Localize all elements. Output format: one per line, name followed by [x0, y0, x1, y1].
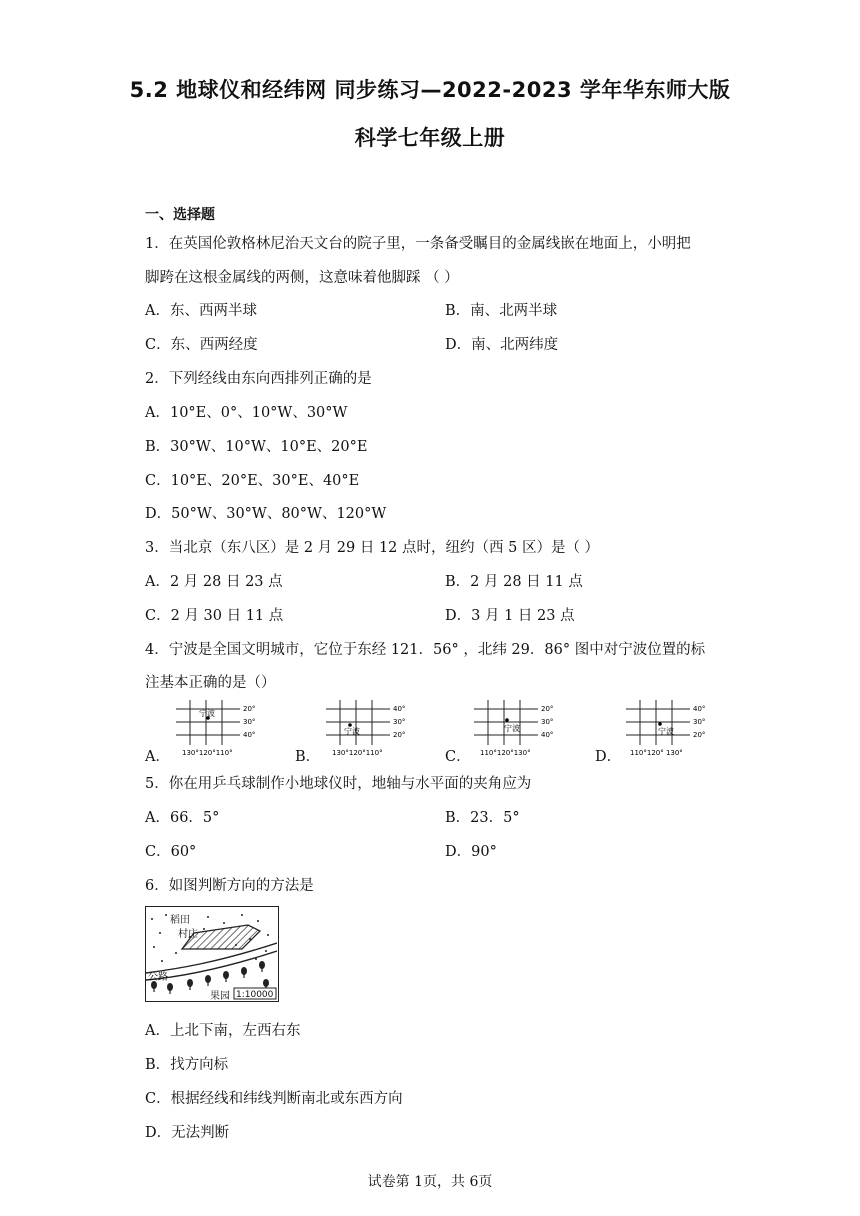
q4-fig-c-lon: 110°120°130° [480, 749, 531, 757]
q5-option-d: D．90° [445, 844, 497, 860]
q4-fig-a-lat-3: 40° [243, 731, 256, 739]
q4-stem-line2: 注基本正确的是（） [145, 675, 276, 691]
section-heading: 一、选择题 [145, 207, 215, 223]
q4-stem-line1: 4．宁波是全国文明城市，它位于东经 121．56° ，北纬 29．86° 图中对宁波位置的标 [145, 642, 706, 658]
q2-option-d: D．50°W、30°W、80°W、120°W [145, 506, 387, 522]
q5-option-b: B．23．5° [445, 810, 520, 826]
q4-fig-a-city-label: 宁波 [199, 709, 215, 718]
q5-option-a: A．66．5° [145, 810, 220, 826]
q4-fig-a-lat-2: 30° [243, 718, 256, 726]
q6-option-c: C．根据经线和纬线判断南北或东西方向 [145, 1091, 403, 1107]
q6-option-a: A．上北下南，左西右东 [145, 1023, 301, 1039]
q4-fig-b-city-label: 宁波 [344, 727, 360, 736]
q4-fig-c-city-label: 宁波 [504, 724, 520, 733]
q6-map-scale: 1:10000 [236, 990, 274, 1000]
q4-fig-c-lat-1: 20° [541, 705, 554, 713]
q3-stem: 3．当北京（东八区）是 2 月 29 日 12 点时，纽约（西 5 区）是（ ） [145, 540, 600, 556]
q6-option-b: B．找方向标 [145, 1057, 229, 1073]
q2-option-c: C．10°E、20°E、30°E、40°E [145, 473, 360, 489]
q4-fig-d-lat-3: 20° [693, 731, 706, 739]
q4-figure-d [620, 697, 720, 759]
q4-option-b-label: B． [295, 749, 321, 765]
q4-option-a-label: A． [145, 749, 170, 765]
q4-fig-a-lon: 130°120°110° [182, 749, 233, 757]
q4-fig-b-lat-1: 40° [393, 705, 406, 713]
q4-option-d-label: D． [595, 749, 622, 765]
q4-fig-d-city-label: 宁波 [658, 727, 674, 736]
page-title-line1: 5.2 地球仪和经纬网 同步练习—2022-2023 学年华东师大版 [129, 78, 731, 102]
q2-stem: 2．下列经线由东向西排列正确的是 [145, 371, 372, 387]
q1-option-d: D．南、北两纬度 [445, 337, 559, 353]
q6-stem: 6．如图判断方向的方法是 [145, 878, 314, 894]
q1-option-b: B．南、北两半球 [445, 303, 558, 319]
q1-stem-line1: 1．在英国伦敦格林尼治天文台的院子里，一条备受瞩目的金属线嵌在地面上，小明把 [145, 236, 691, 252]
q3-option-c: C．2 月 30 日 11 点 [145, 608, 284, 624]
q4-figure-b [320, 697, 420, 759]
q3-option-b: B．2 月 28 日 11 点 [445, 574, 583, 590]
q4-fig-b-lat-3: 20° [393, 731, 406, 739]
q6-map-figure [145, 906, 279, 1002]
q5-option-c: C．60° [145, 844, 197, 860]
q4-fig-d-lat-2: 30° [693, 718, 706, 726]
q6-option-d: D．无法判断 [145, 1125, 230, 1141]
page-footer: 试卷第 1页，共 6页 [367, 1174, 493, 1190]
q4-fig-c-lat-2: 30° [541, 718, 554, 726]
q6-map-orchard-label: 果园 [210, 991, 230, 1000]
q6-map-village-label: 村庄 [178, 929, 198, 940]
q1-option-a: A．东、西两半球 [145, 303, 257, 319]
q1-option-c: C．东、西两经度 [145, 337, 258, 353]
q1-stem-line2: 脚跨在这根金属线的两侧，这意味着他脚踩 （ ） [145, 270, 459, 286]
q4-fig-d-lon: 110°120° 130° [630, 749, 683, 757]
q6-map-paddy-label: 稻田 [170, 915, 190, 926]
q3-option-a: A．2 月 28 日 23 点 [145, 574, 283, 590]
q4-fig-c-lat-3: 40° [541, 731, 554, 739]
q4-figure-c [468, 697, 568, 759]
q5-stem: 5．你在用乒乓球制作小地球仪时，地轴与水平面的夹角应为 [145, 776, 532, 792]
q4-fig-b-lon: 130°120°110° [332, 749, 383, 757]
q2-option-a: A．10°E、0°、10°W、30°W [145, 405, 348, 421]
q4-fig-a-lat-1: 20° [243, 705, 256, 713]
q6-map-road-label: 公路 [148, 972, 168, 983]
q4-figure-a [170, 697, 270, 759]
q2-option-b: B．30°W、10°W、10°E、20°E [145, 439, 368, 455]
q4-option-c-label: C． [445, 749, 471, 765]
q4-fig-d-lat-1: 40° [693, 705, 706, 713]
page-title-line2: 科学七年级上册 [354, 126, 506, 150]
q4-fig-b-lat-2: 30° [393, 718, 406, 726]
q3-option-d: D．3 月 1 日 23 点 [445, 608, 575, 624]
